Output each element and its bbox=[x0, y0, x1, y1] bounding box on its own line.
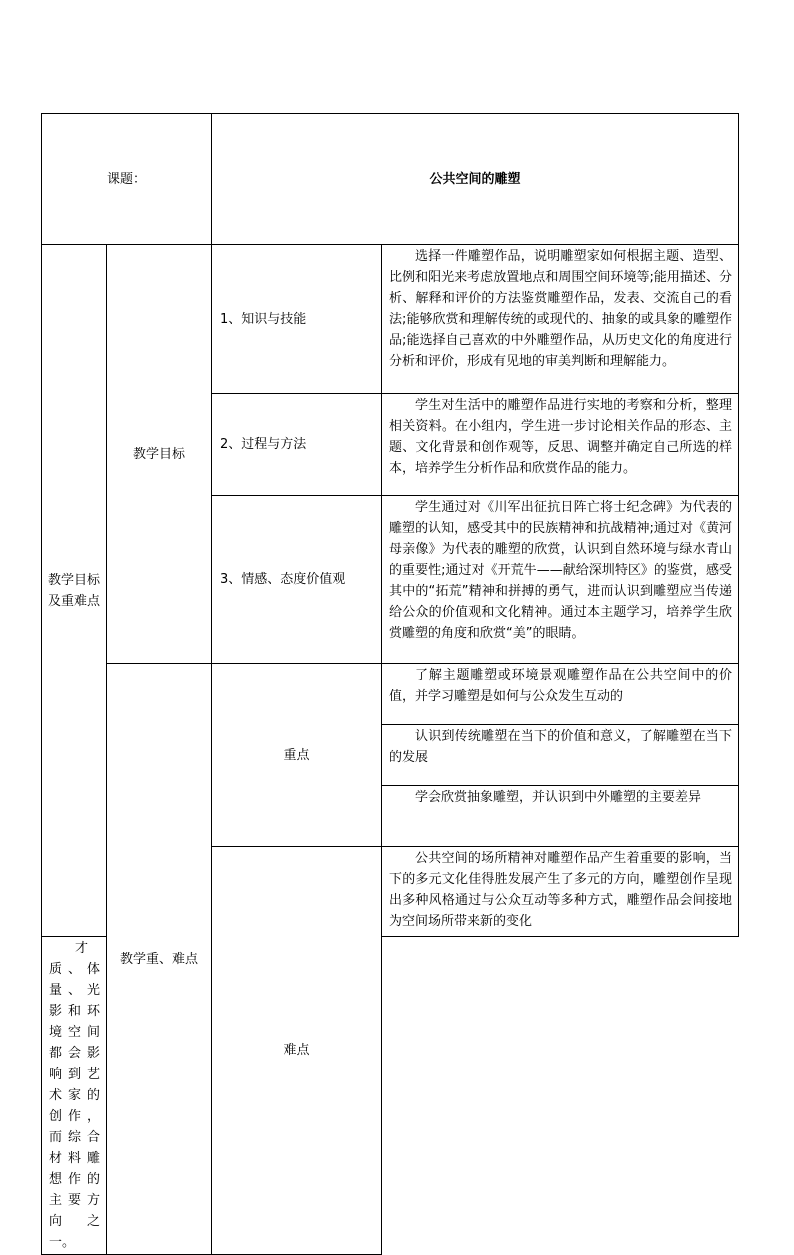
topic-title: 公共空间的雕塑 bbox=[212, 114, 739, 245]
lesson-plan-table bbox=[41, 113, 739, 1255]
key-point-row-1 bbox=[42, 664, 739, 725]
difficult-point-text-1: 公共空间的场所精神对雕塑作品产生着重要的影响，当下的多元文化佳得胜发展产生了多元的方向，雕塑创作呈现出多种风格通过与公众互动等多种方式，雕塑作品会间接地为空间场所带来新的变化 bbox=[382, 847, 739, 937]
objective-row-1 bbox=[42, 245, 739, 394]
section-label: 教学目标及重难点 bbox=[42, 245, 107, 937]
objective-label-process: 2、过程与方法 bbox=[212, 394, 382, 496]
header-row bbox=[42, 114, 739, 245]
difficult-points-label: 难点 bbox=[212, 847, 382, 1255]
key-points-label: 重点 bbox=[212, 664, 382, 847]
key-point-text-3: 学会欣赏抽象雕塑，并认识到中外雕塑的主要差异 bbox=[382, 786, 739, 847]
objective-label-attitude: 3、情感、态度价值观 bbox=[212, 496, 382, 664]
key-difficult-label: 教学重、难点 bbox=[107, 664, 212, 1255]
objectives-label: 教学目标 bbox=[107, 245, 212, 664]
objective-text-process: 学生对生活中的雕塑作品进行实地的考察和分析，整理相关资料。在小组内，学生进一步讨论相关作品的形态、主题、文化背景和创作观等，反思、调整并确定自己所选的样本，培养学生分析作品和欣赏作品的能力。 bbox=[382, 394, 739, 496]
objective-label-knowledge: 1、知识与技能 bbox=[212, 245, 382, 394]
topic-label: 课题： bbox=[42, 114, 212, 245]
objective-text-attitude: 学生通过对《川军出征抗日阵亡将士纪念碑》为代表的雕塑的认知，感受其中的民族精神和抗战精神;通过对《黄河母亲像》为代表的雕塑的欣赏，认识到自然环境与绿水青山的重要性;通过对《开荒牛——献给深圳特区》的鉴赏，感受其中的“拓荒”精神和拼搏的勇气，进而认识到雕塑应当传递给公众的价值观和文化精神。通过本主题学习，培养学生欣赏雕塑的角度和欣赏“美”的眼睛。 bbox=[382, 496, 739, 664]
objective-text-knowledge: 选择一件雕塑作品，说明雕塑家如何根据主题、造型、比例和阳光来考虑放置地点和周围空间环境等;能用描述、分析、解释和评价的方法鉴赏雕塑作品，发表、交流自己的看法;能够欣赏和理解传统的或现代的、抽象的或具象的雕塑作品;能选择自己喜欢的中外雕塑作品，从历史文化的角度进行分析和评价，形成有见地的审美判断和理解能力。 bbox=[382, 245, 739, 394]
key-point-text-1: 了解主题雕塑或环境景观雕塑作品在公共空间中的价值，并学习雕塑是如何与公众发生互动的 bbox=[382, 664, 739, 725]
difficult-point-text-2: 才质、体量、光影和环境空间都会影响到艺术家的创作，而综合材料雕想作的主要方向之一。 bbox=[42, 937, 107, 1255]
key-point-text-2: 认识到传统雕塑在当下的价值和意义，了解雕塑在当下的发展 bbox=[382, 725, 739, 786]
